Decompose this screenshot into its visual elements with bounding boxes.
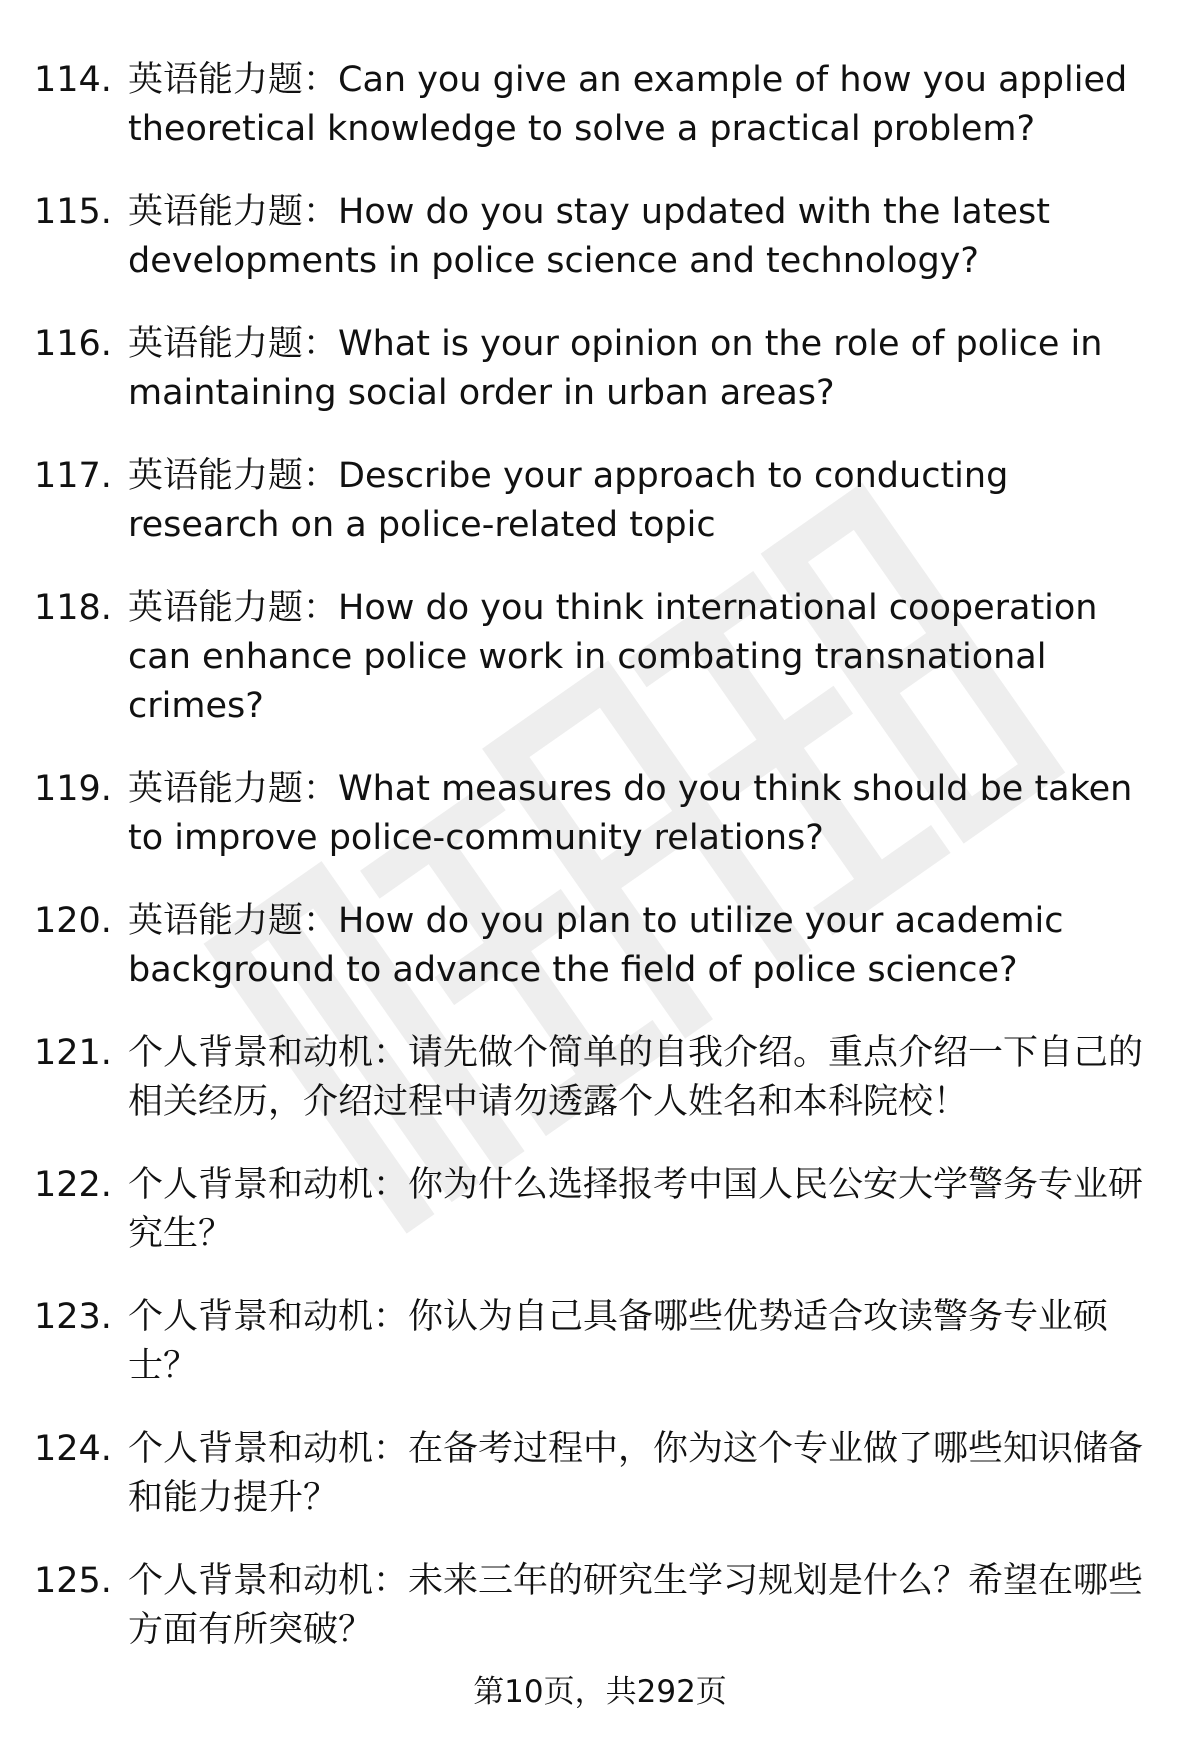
list-item bbox=[34, 452, 1144, 550]
question-number: 116. bbox=[34, 324, 112, 364]
question-text: 英语能力题：What is your opinion on the role of police in maintaining social order in urban areas? bbox=[128, 324, 1103, 413]
question-text: 个人背景和动机：在备考过程中，你为这个专业做了哪些知识储备和能力提升？ bbox=[128, 1429, 1144, 1518]
question-text: 个人背景和动机：你认为自己具备哪些优势适合攻读警务专业硕士？ bbox=[128, 1297, 1109, 1386]
question-number: 119. bbox=[34, 769, 112, 809]
question-number: 120. bbox=[34, 901, 112, 941]
question-text: 英语能力题：How do you think international cooperation can enhance police work in combating transnational crimes? bbox=[128, 588, 1098, 726]
list-item bbox=[34, 56, 1144, 154]
list-item bbox=[34, 584, 1144, 731]
question-number: 122. bbox=[34, 1165, 112, 1205]
question-number: 114. bbox=[34, 60, 112, 100]
list-item bbox=[34, 188, 1144, 286]
question-text: 英语能力题：Can you give an example of how you applied theoretical knowledge to solve a practical problem? bbox=[128, 60, 1128, 149]
list-item bbox=[34, 1557, 1144, 1655]
question-number: 125. bbox=[34, 1561, 112, 1601]
question-number: 115. bbox=[34, 192, 112, 232]
question-number: 123. bbox=[34, 1297, 112, 1337]
list-item bbox=[34, 1425, 1144, 1523]
question-text: 个人背景和动机：请先做个简单的自我介绍。重点介绍一下自己的相关经历，介绍过程中请勿透露个人姓名和本科院校！ bbox=[128, 1033, 1144, 1122]
question-list bbox=[34, 56, 1144, 1689]
question-text: 英语能力题：How do you stay updated with the latest developments in police science and technology? bbox=[128, 192, 1050, 281]
question-number: 121. bbox=[34, 1033, 112, 1073]
question-number: 124. bbox=[34, 1429, 112, 1469]
question-text: 个人背景和动机：你为什么选择报考中国人民公安大学警务专业研究生？ bbox=[128, 1165, 1144, 1254]
question-text: 英语能力题：How do you plan to utilize your academic background to advance the field of police science? bbox=[128, 901, 1064, 990]
list-item bbox=[34, 1029, 1144, 1127]
list-item bbox=[34, 1161, 1144, 1259]
question-number: 118. bbox=[34, 588, 112, 628]
question-text: 英语能力题：Describe your approach to conducting research on a police-related topic bbox=[128, 456, 1009, 545]
question-text: 英语能力题：What measures do you think should be taken to improve police-community relations? bbox=[128, 769, 1133, 858]
question-number: 117. bbox=[34, 456, 112, 496]
list-item bbox=[34, 320, 1144, 418]
list-item bbox=[34, 897, 1144, 995]
list-item bbox=[34, 1293, 1144, 1391]
page-number-footer: 第10页，共292页 bbox=[473, 1674, 727, 1710]
question-text: 个人背景和动机：未来三年的研究生学习规划是什么？希望在哪些方面有所突破？ bbox=[128, 1561, 1144, 1650]
list-item bbox=[34, 765, 1144, 863]
